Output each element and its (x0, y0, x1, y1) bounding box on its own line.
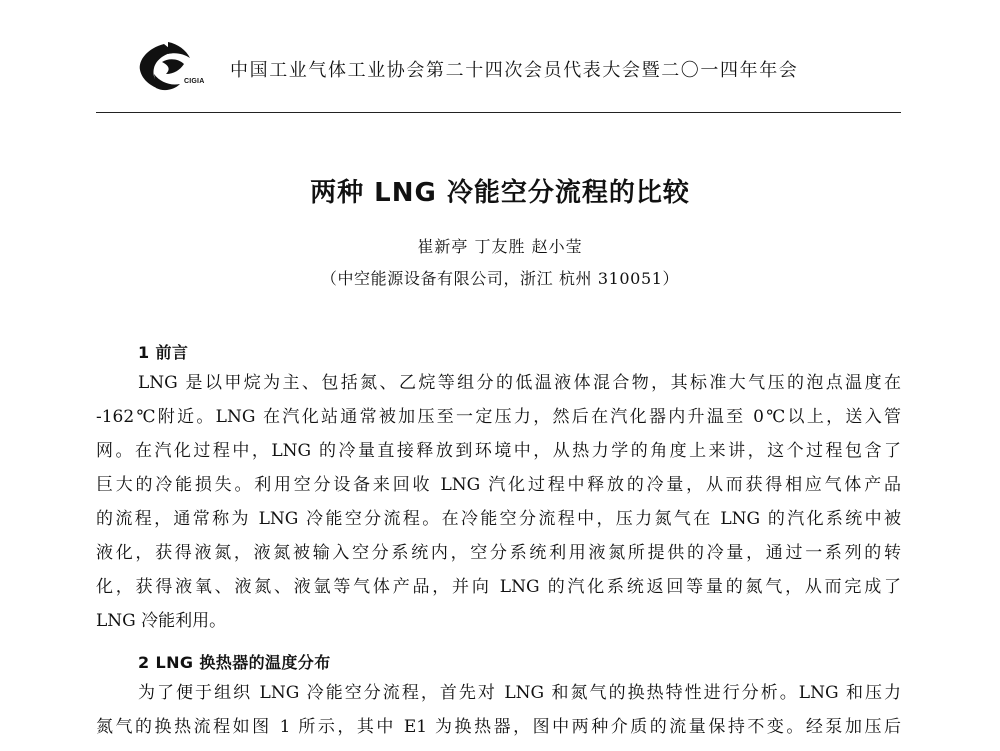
logo-text: CIGIA (184, 78, 205, 85)
cigia-logo-icon (134, 40, 200, 94)
page-header (96, 38, 901, 112)
header-divider (96, 112, 901, 113)
paragraph-line: -162℃附近。LNG 在汽化站通常被加压至一定压力，然后在汽化器内升温至 0℃以上，送入管 (96, 407, 901, 427)
section-heading-introduction: 1 前言 (138, 343, 189, 362)
paragraph-line: LNG 是以甲烷为主、包括氮、乙烷等组分的低温液体混合物，其标准大气压的泡点温度在 (138, 373, 901, 393)
paper-affiliation: （中空能源设备有限公司，浙江 杭州 310051） (320, 269, 680, 288)
paragraph-line: 化，获得液氧、液氮、液氩等气体产品，并向 LNG 的汽化系统返回等量的氮气，从而完成了 (96, 577, 901, 597)
paragraph-line: 液化，获得液氮，液氮被输入空分系统内，空分系统利用液氮所提供的冷量，通过一系列的转 (96, 543, 901, 563)
paper-title: 两种 LNG 冷能空分流程的比较 (310, 178, 690, 208)
paragraph-line: 巨大的冷能损失。利用空分设备来回收 LNG 汽化过程中释放的冷量，从而获得相应气体产品 (96, 475, 901, 495)
paragraph-line: 氮气的换热流程如图 1 所示，其中 E1 为换热器，图中两种介质的流量保持不变。经泵加压后 (96, 717, 901, 737)
paragraph-line: LNG 冷能利用。 (96, 611, 227, 631)
paragraph-line: 网。在汽化过程中，LNG 的冷量直接释放到环境中，从热力学的角度上来讲，这个过程包含了 (96, 441, 901, 461)
paragraph-line: 为了便于组织 LNG 冷能空分流程，首先对 LNG 和氮气的换热特性进行分析。LNG 和压力 (138, 683, 901, 703)
paper-authors: 崔新亭 丁友胜 赵小莹 (417, 237, 583, 256)
section-heading-temperature-distribution: 2 LNG 换热器的温度分布 (138, 653, 331, 672)
paragraph-line: 的流程，通常称为 LNG 冷能空分流程。在冷能空分流程中，压力氮气在 LNG 的汽化系统中被 (96, 509, 901, 529)
conference-title: 中国工业气体工业协会第二十四次会员代表大会暨二〇一四年年会 (230, 60, 799, 81)
